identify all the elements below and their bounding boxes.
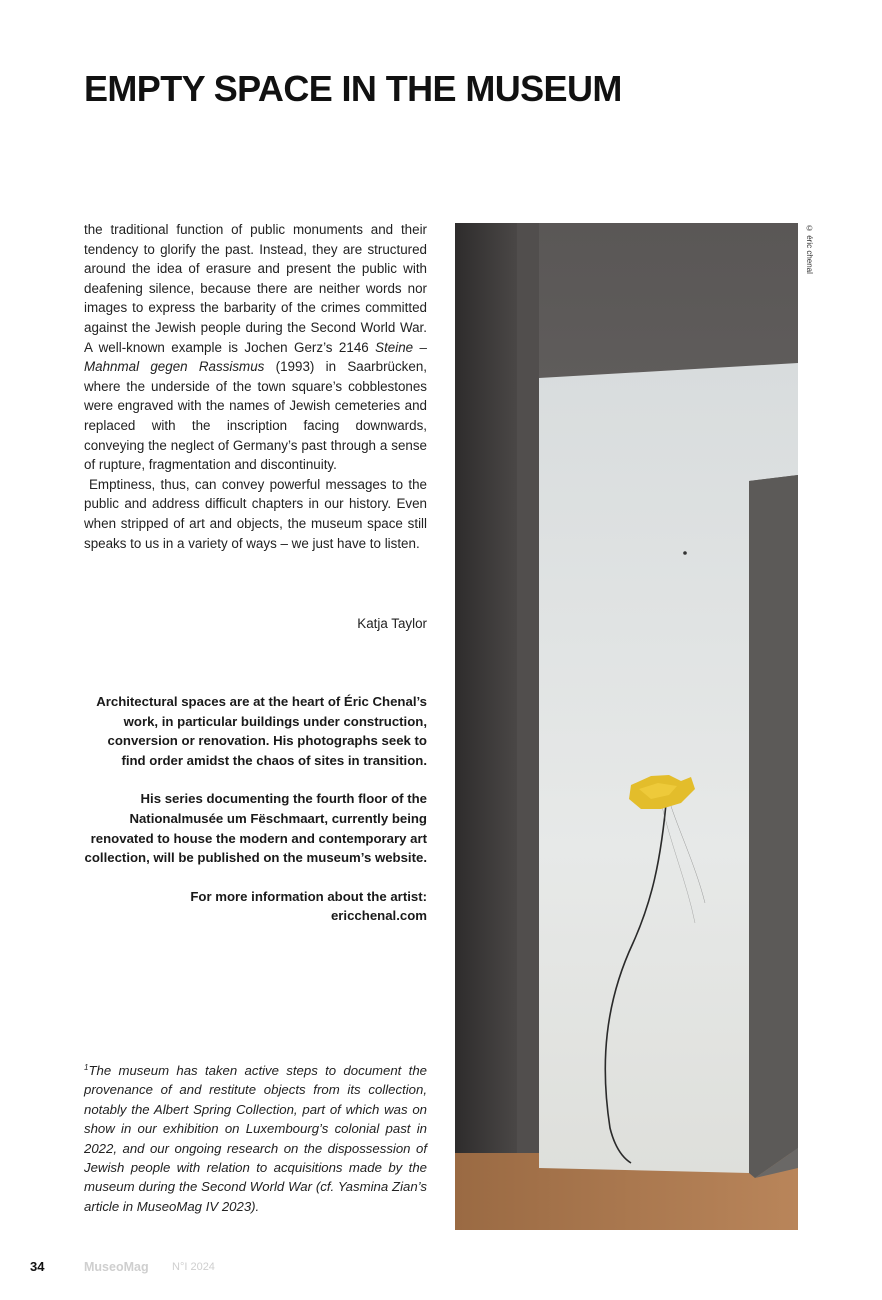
page-number: 34 [30,1259,45,1274]
article-text: (1993) in Saarbrücken, where the underside of the town square’s cobblestones were engraved with the names of Jewish cemeteries and replaced with the inscription facing downwards, conveying the neglect of Germany’s past through a sense of rupture, fragmentation and discontinuity. [84,359,427,473]
magazine-reference: MuseoMag [136,1198,203,1214]
sidebar-paragraph-3 [84,887,427,926]
footnote-text-end: IV 2023). [202,1198,260,1214]
sidebar-paragraph-1: Architectural spaces are at the heart of Éric Chenal’s work, in particular buildings under construction, conversion or renovation. His photographs seek to find order amidst the chaos of sites in transition. [96,694,427,768]
issue-number: N°I 2024 [172,1261,215,1273]
wall-flower-photo [455,223,798,1230]
footnote-text: The museum has taken active steps to document the provenance of and restitute objects from its collection, notably the Albert Spring Collection, part of which was on show in our exhibition on Luxembourg’s colonial past in 2022, and our ongoing research on the dispossession of Jewish people with relation to acquisitions made by the museum during the Second World War (cf. Yasmina Zian’s article in [84,1063,427,1214]
article-text: the traditional function of public monuments and their tendency to glorify the past. Instead, they are structured around the idea of erasure and present the public with deafening silence, because there are neither words nor images to express the barbarity of the crimes committed against the Jewish people during the Second World War. A well-known example is Jochen Gerz’s 2146 [84,222,427,355]
artwork-photo [455,223,798,1230]
page-title: EMPTY SPACE IN THE MUSEUM [84,68,622,109]
artwork-title: Steine – Mahnmal gegen Rassismus [84,339,428,375]
photo-credit: © éric chenal [805,224,814,274]
magazine-name: MuseoMag [84,1260,149,1274]
artist-website-link[interactable]: ericchenal.com [330,908,427,924]
author-signature: Katja Taylor [357,616,427,631]
footnote [84,1058,427,1216]
artist-sidebar [84,692,427,945]
footnote-marker: 1 [84,1063,89,1072]
artist-info-label: For more information about the artist: [190,888,427,904]
article-paragraph-2: Emptiness, thus, can convey powerful messages to the public and address difficult chapters in our history. Even when stripped of art and objects, the museum space still speaks to us in a variety of ways – we just have to listen. [84,476,427,551]
article-body [84,220,427,553]
sidebar-paragraph-2: His series documenting the fourth floor of the Nationalmusée um Fëschmaart, currently being renovated to house the modern and contemporary art collection, will be published on the museum’s website. [84,791,427,866]
article-paragraph-1 [84,220,427,475]
